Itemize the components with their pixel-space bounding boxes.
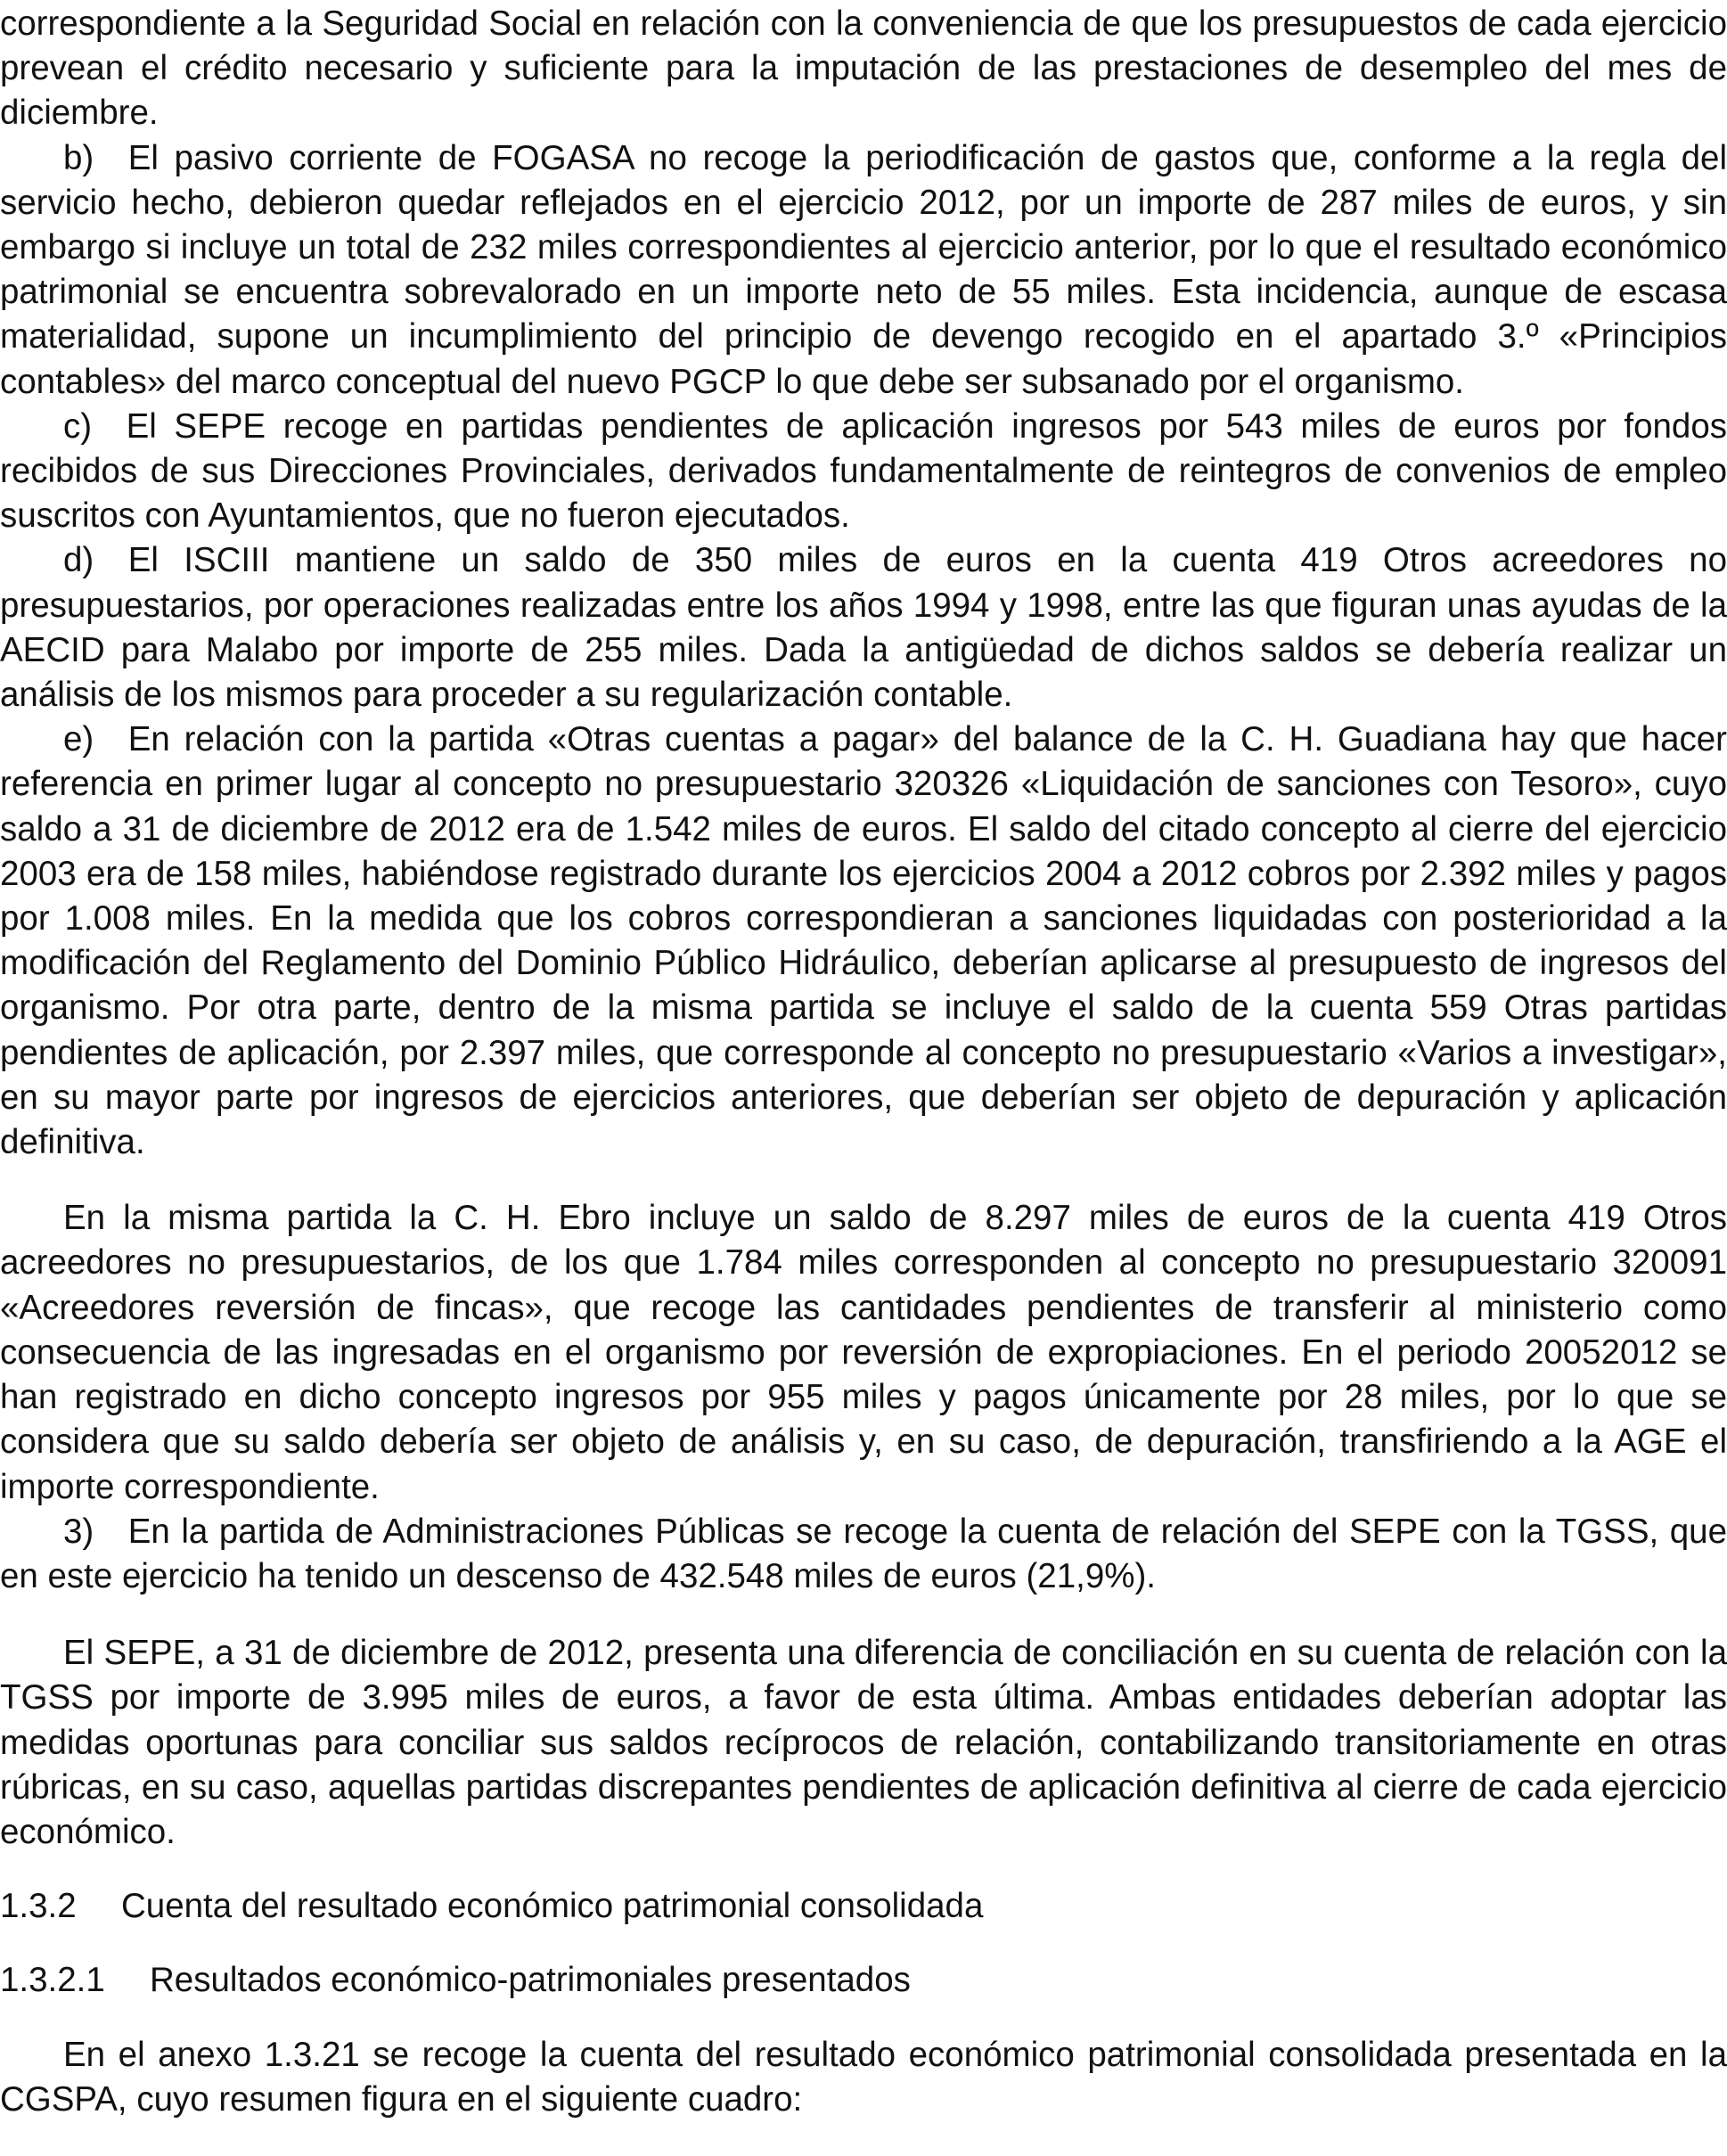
paragraph-item-e: e) En relación con la partida «Otras cuentas a pagar» del balance de la C. H. Guadiana hay que hacer referencia en primer lugar al concepto no presupuestario 320326 «Liquidación de sanciones con Tesoro», cuyo saldo a 31 de diciembre de 2012 era de 1.542 miles de euros. El saldo del citado concepto al cierre del ejercicio 2003 era de 158 miles, habiéndose registrado durante los ejercicios 2004 a 2012 cobros por 2.392 miles y pagos por 1.008 miles. En la medida que los cobros correspondieran a sanciones liquidadas con posterioridad a la modificación del Reglamento del Dominio Público Hidráulico, deberían aplicarse al presupuesto de ingresos del organismo. Por otra parte, dentro de la misma partida se incluye el saldo de la cuenta 559 Otras partidas pendientes de aplicación, por 2.397 miles, que corresponde al concepto no presupuestario «Varios a investigar», en su mayor parte por ingresos de ejercicios anteriores, que deberían ser objeto de depuración y aplicación definitiva. [0,720,1727,1162]
paragraph-item-b: b) El pasivo corriente de FOGASA no recoge la periodificación de gastos que, conforme a la regla del servicio hecho, debieron quedar reflejados en el ejercicio 2012, por un importe de 287 miles de euros, y sin embargo si incluye un total de 232 miles correspondientes al ejercicio anterior, por lo que el resultado económico patrimonial se encuentra sobrevalorado en un importe neto de 55 miles. Esta incidencia, aunque de escasa materialidad, supone un incumplimiento del principio de devengo recogido en el apartado 3.º «Principios contables» del marco conceptual del nuevo PGCP lo que debe ser subsanado por el organismo. [0,138,1727,401]
paragraph-annex: En el anexo 1.3.21 se recoge la cuenta del resultado económico patrimonial consolidada presentada en la CGSPA, cuyo resumen figura en el siguiente cuadro: [0,2035,1727,2119]
subsection-number: 1.3.2.1 [0,1961,105,2000]
paragraph-item-d: d) El ISCIII mantiene un saldo de 350 miles de euros en la cuenta 419 Otros acreedores no presupuestarios, por operaciones realizadas entre los años 1994 y 1998, entre las que figuran unas ayudas de la AECID para Malabo por importe de 255 miles. Dada la antigüedad de dichos saldos se debería realizar un análisis de los mismos para proceder a su regularización contable. [0,541,1727,715]
document-page [0,2,1727,2122]
section-number: 1.3.2 [0,1887,77,1926]
subsection-title: Resultados económico-patrimoniales presentados [150,1961,911,2000]
paragraph-item-c: c) El SEPE recoge en partidas pendientes de aplicación ingresos por 543 miles de euros por fondos recibidos de sus Direcciones Provinciales, derivados fundamentalmente de reintegros de convenios de empleo suscritos con Ayuntamientos, que no fueron ejecutados. [0,406,1727,536]
section-heading-1-3-2-1 [0,1958,1727,2003]
section-title: Cuenta del resultado económico patrimonial consolidada [121,1887,984,1926]
paragraph-item-3: 3) En la partida de Administraciones Públicas se recoge la cuenta de relación del SEPE con la TGSS, que en este ejercicio ha tenido un descenso de 432.548 miles de euros (21,9%). [0,1512,1727,1595]
paragraph-ebro: En la misma partida la C. H. Ebro incluye un saldo de 8.297 miles de euros de la cuenta 419 Otros acreedores no presupuestarios, de los que 1.784 miles corresponden al concepto no presupuestario 320091 «Acreedores reversión de fincas», que recoge las cantidades pendientes de transferir al ministerio como consecuencia de las ingresadas en el organismo por reversión de expropiaciones. En el periodo 20052012 se han registrado en dicho concepto ingresos por 955 miles y pagos únicamente por 28 miles, por lo que se considera que su saldo debería ser objeto de análisis y, en su caso, de depuración, transfiriendo a la AGE el importe correspondiente. [0,1199,1727,1506]
section-heading-1-3-2 [0,1884,1727,1929]
paragraph-continuation: correspondiente a la Seguridad Social en relación con la conveniencia de que los presupuestos de cada ejercicio prevean el crédito necesario y suficiente para la imputación de las prestaciones de desempleo del mes de diciembre. [0,4,1727,133]
paragraph-sepe-conciliation: El SEPE, a 31 de diciembre de 2012, presenta una diferencia de conciliación en su cuenta de relación con la TGSS por importe de 3.995 miles de euros, a favor de esta última. Ambas entidades deberían adoptar las medidas oportunas para conciliar sus saldos recíprocos de relación, contabilizando transitoriamente en otras rúbricas, en su caso, aquellas partidas discrepantes pendientes de aplicación definitiva al cierre de cada ejercicio económico. [0,1634,1727,1851]
